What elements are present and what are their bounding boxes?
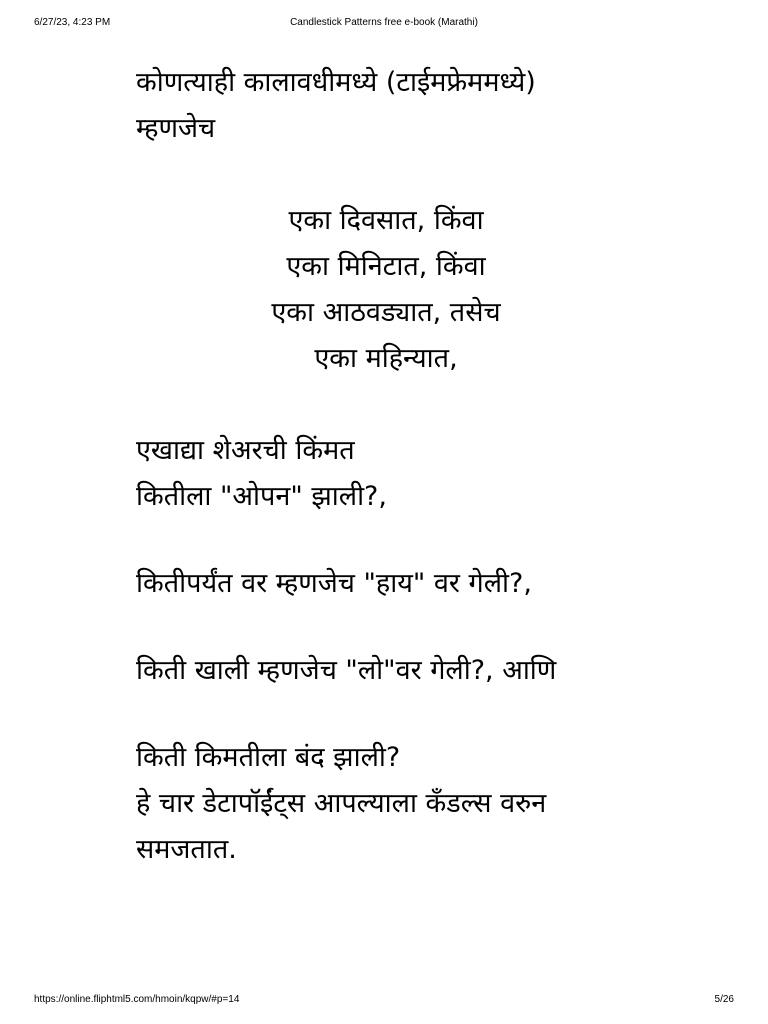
page-number: 5/26 (714, 994, 734, 1005)
open-question-line-1: एखाद्या शेअरची किंमत (136, 435, 355, 466)
datapoints-line-1: हे चार डेटापॉईंट्स आपल्याला कँडल्स वरुन (136, 788, 547, 819)
document-title: Candlestick Patterns free e-book (Marathi) (290, 17, 478, 28)
timeframes-block (136, 198, 676, 382)
intro-line-2: म्हणजेच (136, 113, 216, 144)
page-content (136, 60, 676, 873)
open-question-line-2: कितीला "ओपन" झाली?, (136, 481, 387, 512)
close-question: किती किमतीला बंद झाली? (136, 742, 401, 773)
timeframe-day: एका दिवसात, किंवा (288, 205, 484, 236)
timeframe-minute: एका मिनिटात, किंवा (286, 251, 486, 282)
datapoints-line-2: समजतात. (136, 834, 237, 865)
close-block (136, 735, 676, 873)
intro-line-1: कोणत्याही कालावधीमध्ये (टाईमफ्रेममध्ये) (136, 67, 536, 98)
page-url: https://online.fliphtml5.com/hmoin/kqpw/#p=14 (34, 994, 240, 1005)
open-question-block (136, 428, 676, 520)
print-footer (0, 994, 768, 1008)
timeframe-month: एका महिन्यात, (314, 343, 458, 374)
low-question: किती खाली म्हणजेच "लो"वर गेली?, आणि (136, 655, 557, 686)
high-question: कितीपर्यंत वर म्हणजेच "हाय" वर गेली?, (136, 568, 532, 599)
print-header (0, 17, 768, 31)
intro-block (136, 60, 676, 152)
print-timestamp: 6/27/23, 4:23 PM (34, 17, 111, 28)
timeframe-week: एका आठवड्यात, तसेच (271, 297, 501, 328)
